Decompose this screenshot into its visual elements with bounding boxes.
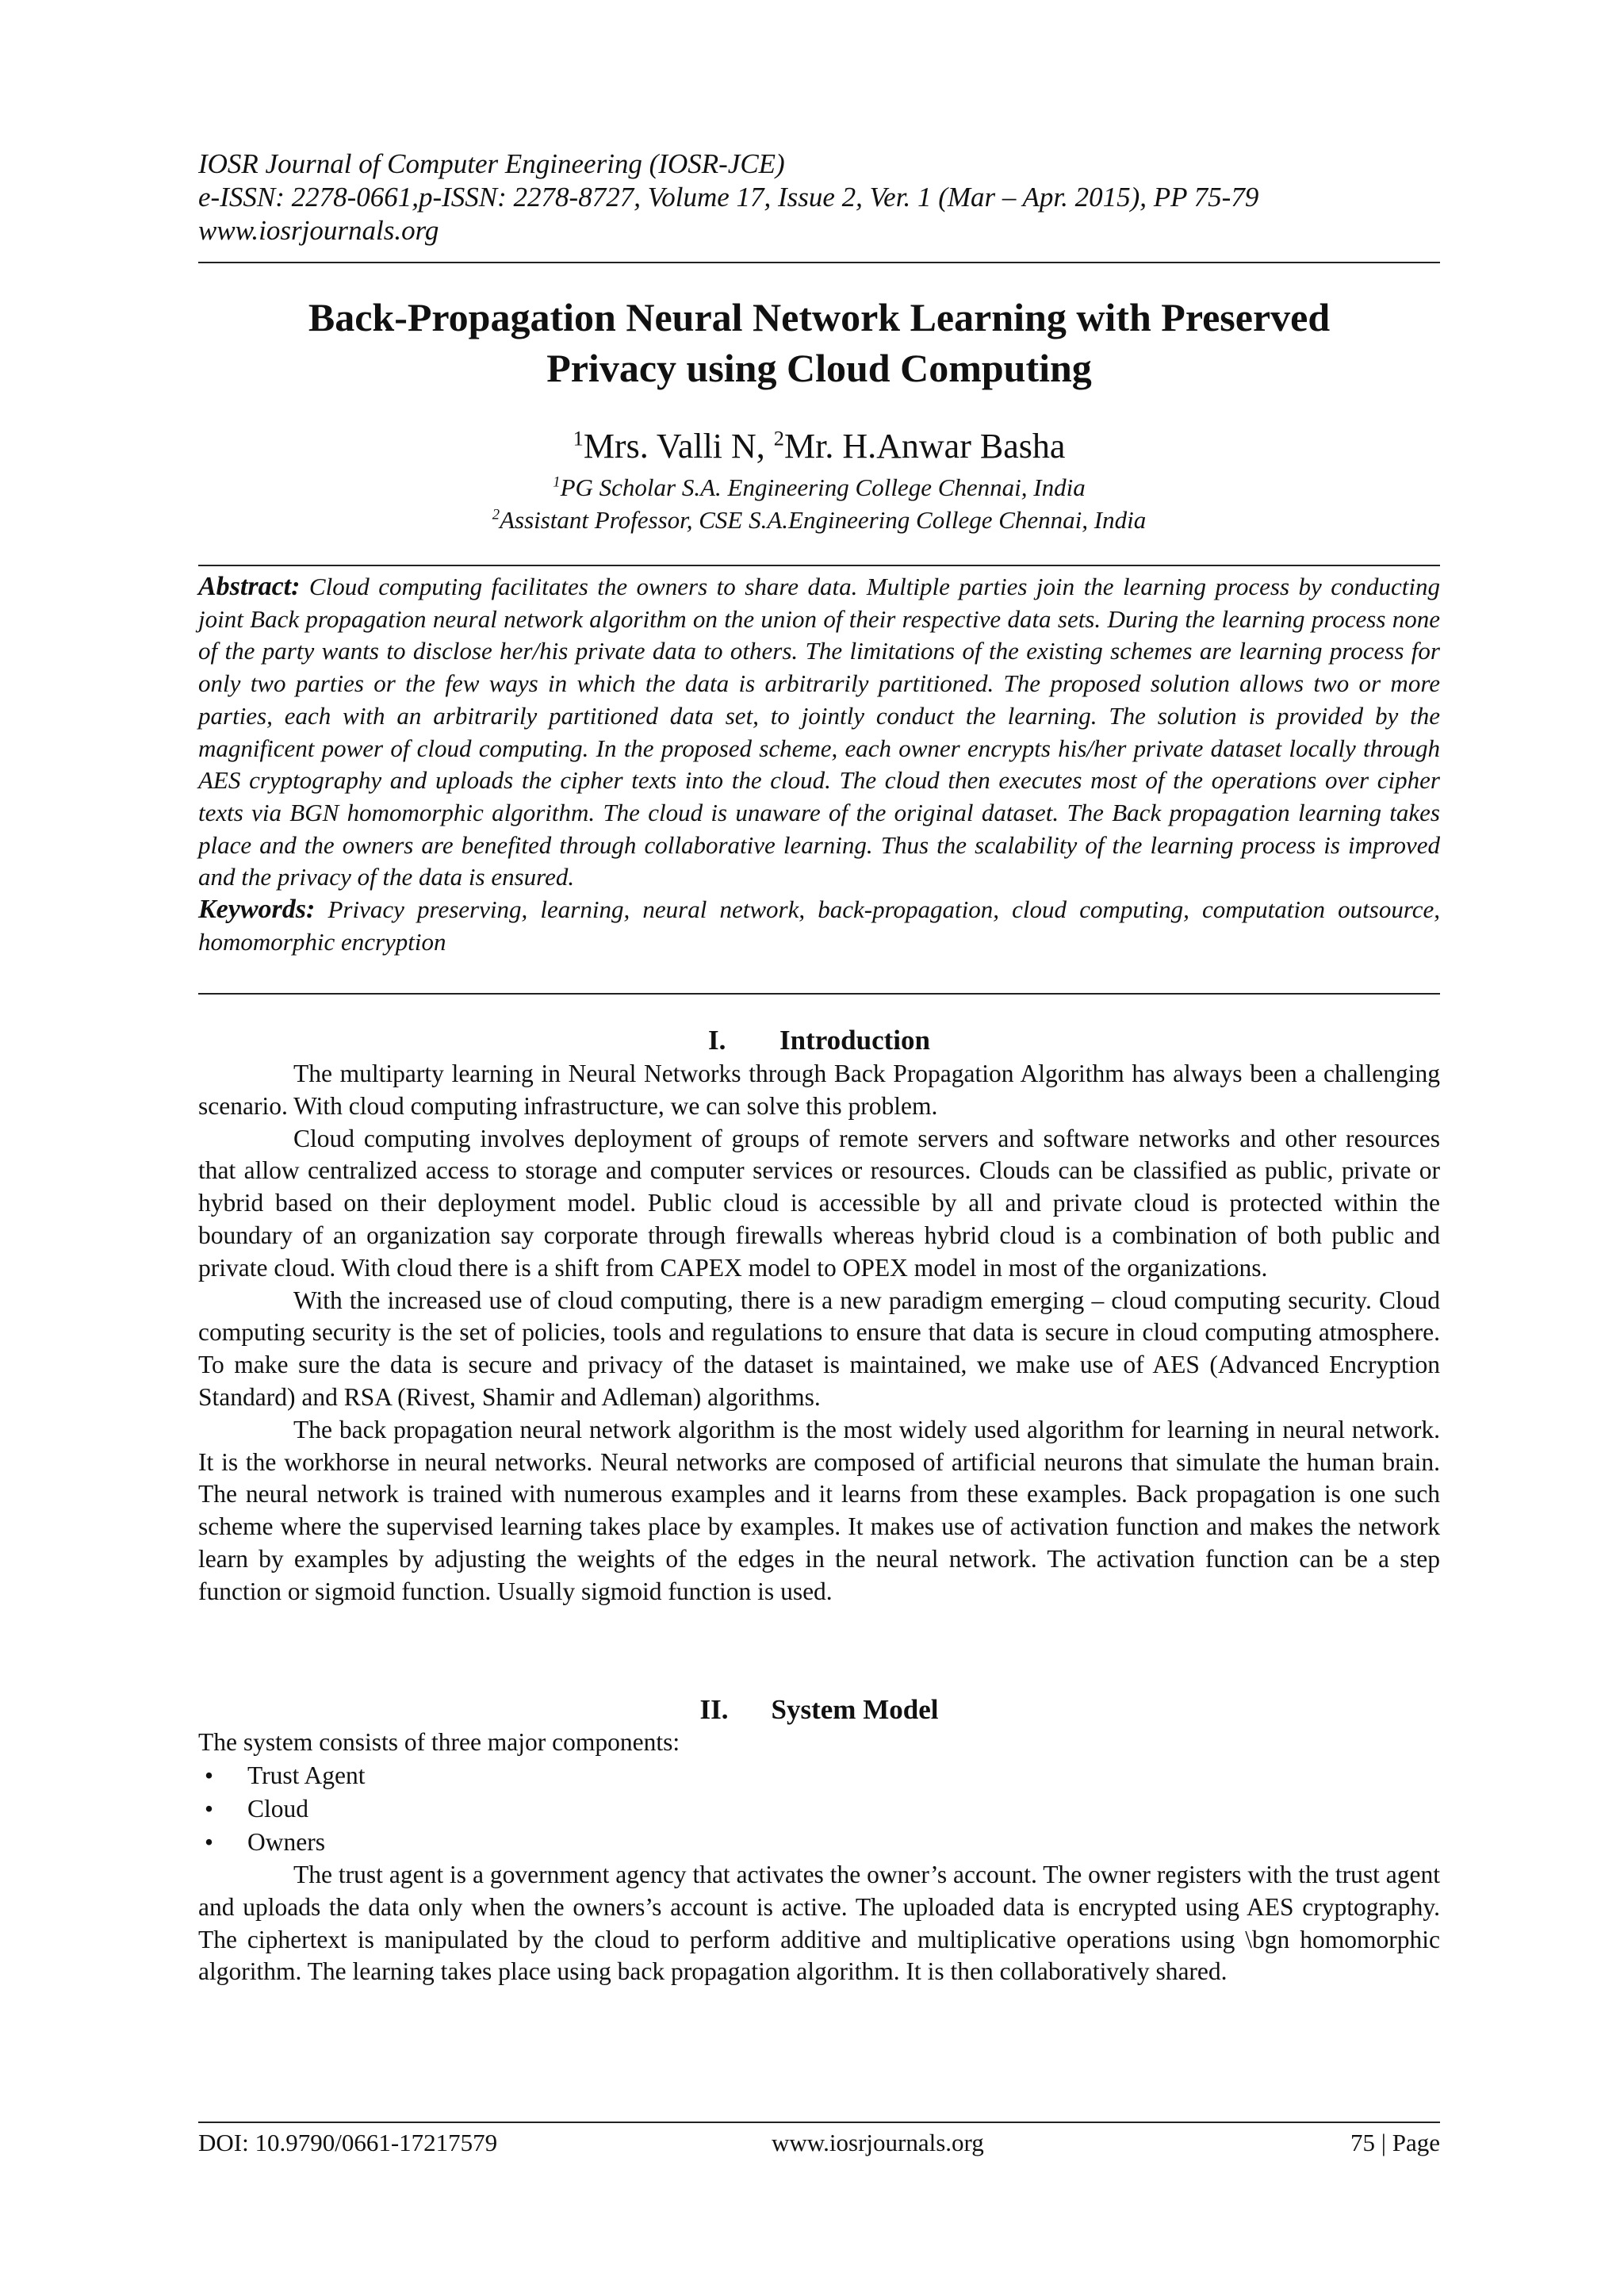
affiliation-2 [198,504,1440,536]
keywords-text: Privacy preserving, learning, neural network, back-propagation, cloud computing, computation outsource, homomorphic encryption [198,895,1440,956]
list-item-label: Trust Agent [247,1761,366,1789]
section-title: Introduction [779,1025,930,1056]
section-title: System Model [771,1694,939,1725]
bullet-icon: • [205,1828,214,1856]
footer-rule [198,2122,1440,2123]
footer-doi: DOI: 10.9790/0661-17217579 [198,2129,498,2156]
abstract-body [198,571,1440,894]
component-list [198,1759,1440,1859]
bullet-icon: • [205,1761,214,1789]
intro-paragraph: The back propagation neural network algorithm is the most widely used algorithm for learning in neural network. It is the workhorse in neural networks. Neural networks are composed of artificial neurons that simulate the human brain. The neural network is trained with numerous examples and it learns from these examples. Back propagation is one such scheme where the supervised learning takes place by examples. It makes use of activation function and makes the network learn by examples by adjusting the weights of the edges in the neural network. The activation function can be a step function or sigmoid function. Usually sigmoid function is used. [198,1415,1440,1605]
list-item-label: Cloud [247,1795,309,1823]
abstract-bottom-rule [198,993,1440,995]
footer-page-number: 75 | Page [1350,2129,1440,2156]
keywords [198,894,1440,958]
system-paragraph: The trust agent is a government agency that activates the owner’s account. The owner registers with the trust agent and uploads the data only when the owners’s account is active. The uploaded data is encrypted using AES cryptography. The ciphertext is manipulated by the cloud to perform additive and multiplicative operations using \bgn homomorphic algorithm. The learning takes place using back propagation algorithm. It is then collaboratively shared. [198,1861,1440,1986]
abstract-colon: : [291,572,301,601]
section-number: I. [708,1025,726,1056]
journal-website: www.iosrjournals.org [198,215,439,246]
abstract [198,571,1440,958]
author-1: Mrs. Valli N, [583,427,774,466]
intro-paragraph: Cloud computing involves deployment of groups of remote servers and software networks and other resources that allow centralized access to storage and computer services or resources. Clouds can be classified as public, private or hybrid based on their deployment model. Public cloud is accessible by all and private cloud is protected within the boundary of an organization say corporate through firewalls whereas hybrid cloud is a combination of both public and private cloud. With cloud there is a shift from CAPEX model to OPEX model in most of the organizations. [198,1124,1440,1282]
abstract-top-rule [198,565,1440,566]
keywords-label: Keywords: [198,895,316,925]
affil2-text: Assistant Professor, CSE S.A.Engineering College Chennai, India [500,506,1147,534]
system-intro-text: The system consists of three major components: [198,1728,680,1756]
affiliation-1 [198,472,1440,504]
abstract-label: Abstract [198,572,292,601]
section-number: II. [699,1694,729,1725]
author2-marker: 2 [773,426,784,450]
list-item-label: Owners [247,1828,325,1856]
journal-issn: e-ISSN: 2278-0661,p-ISSN: 2278-8727, Volume 17, Issue 2, Ver. 1 (Mar – Apr. 2015), PP 75-79 [198,182,1259,213]
list-item [198,1826,1440,1859]
title-line-2: Privacy using Cloud Computing [546,346,1092,390]
footer-website: www.iosrjournals.org [772,2129,984,2156]
affil1-text: PG Scholar S.A. Engineering College Chennai, India [560,473,1086,501]
section-heading-system-model [198,1693,1440,1727]
affil1-marker: 1 [553,473,561,491]
system-intro [198,1727,1440,1759]
author-2: Mr. H.Anwar Basha [784,427,1066,466]
header-rule [198,262,1440,263]
intro-paragraph: With the increased use of cloud computing, there is a new paradigm emerging – cloud computing security. Cloud computing security is the set of policies, tools and regulations to ensure that data is secure in cloud computing atmosphere. To make sure the data is secure and privacy of the dataset is maintained, we make use of AES (Advanced Encryption Standard) and RSA (Rivest, Shamir and Adleman) algorithms. [198,1286,1440,1411]
author1-marker: 1 [573,426,584,450]
paper-title [198,292,1440,393]
intro-paragraph: The multiparty learning in Neural Networks through Back Propagation Algorithm has always been a challenging scenario. With cloud computing infrastructure, we can solve this problem. [198,1060,1440,1120]
system-model-body [198,1859,1440,1988]
section-heading-introduction [198,1024,1440,1057]
abstract-text: Cloud computing facilitates the owners to share data. Multiple parties join the learning process by conducting joint Back propagation neural network algorithm on the union of their respective data sets. During the learning process none of the party wants to disclose her/his private data to others. The limitations of the existing schemes are learning process for only two parties or the few ways in which the data is arbitrarily partitioned. The proposed solution allows two or more parties, each with an arbitrarily partitioned data set, to jointly conduct the learning. The solution is provided by the magnificent power of cloud computing. In the proposed scheme, each owner encrypts his/her private dataset locally through AES cryptography and uploads the cipher texts into the cloud. The cloud then executes most of the operations over cipher texts via BGN homomorphic algorithm. The cloud is unaware of the original dataset. The Back propagation learning takes place and the owners are benefited through collaborative learning. Thus the scalability of the learning process is improved and the privacy of the data is ensured. [198,573,1440,891]
journal-header [198,148,1440,247]
bullet-icon: • [205,1795,214,1823]
journal-name: IOSR Journal of Computer Engineering (IOSR-JCE) [198,148,785,179]
affil2-marker: 2 [492,506,500,523]
list-item [198,1759,1440,1792]
author-list [198,424,1440,469]
introduction-body [198,1058,1440,1608]
list-item [198,1792,1440,1826]
title-line-1: Back-Propagation Neural Network Learning with Preserved [308,295,1331,339]
